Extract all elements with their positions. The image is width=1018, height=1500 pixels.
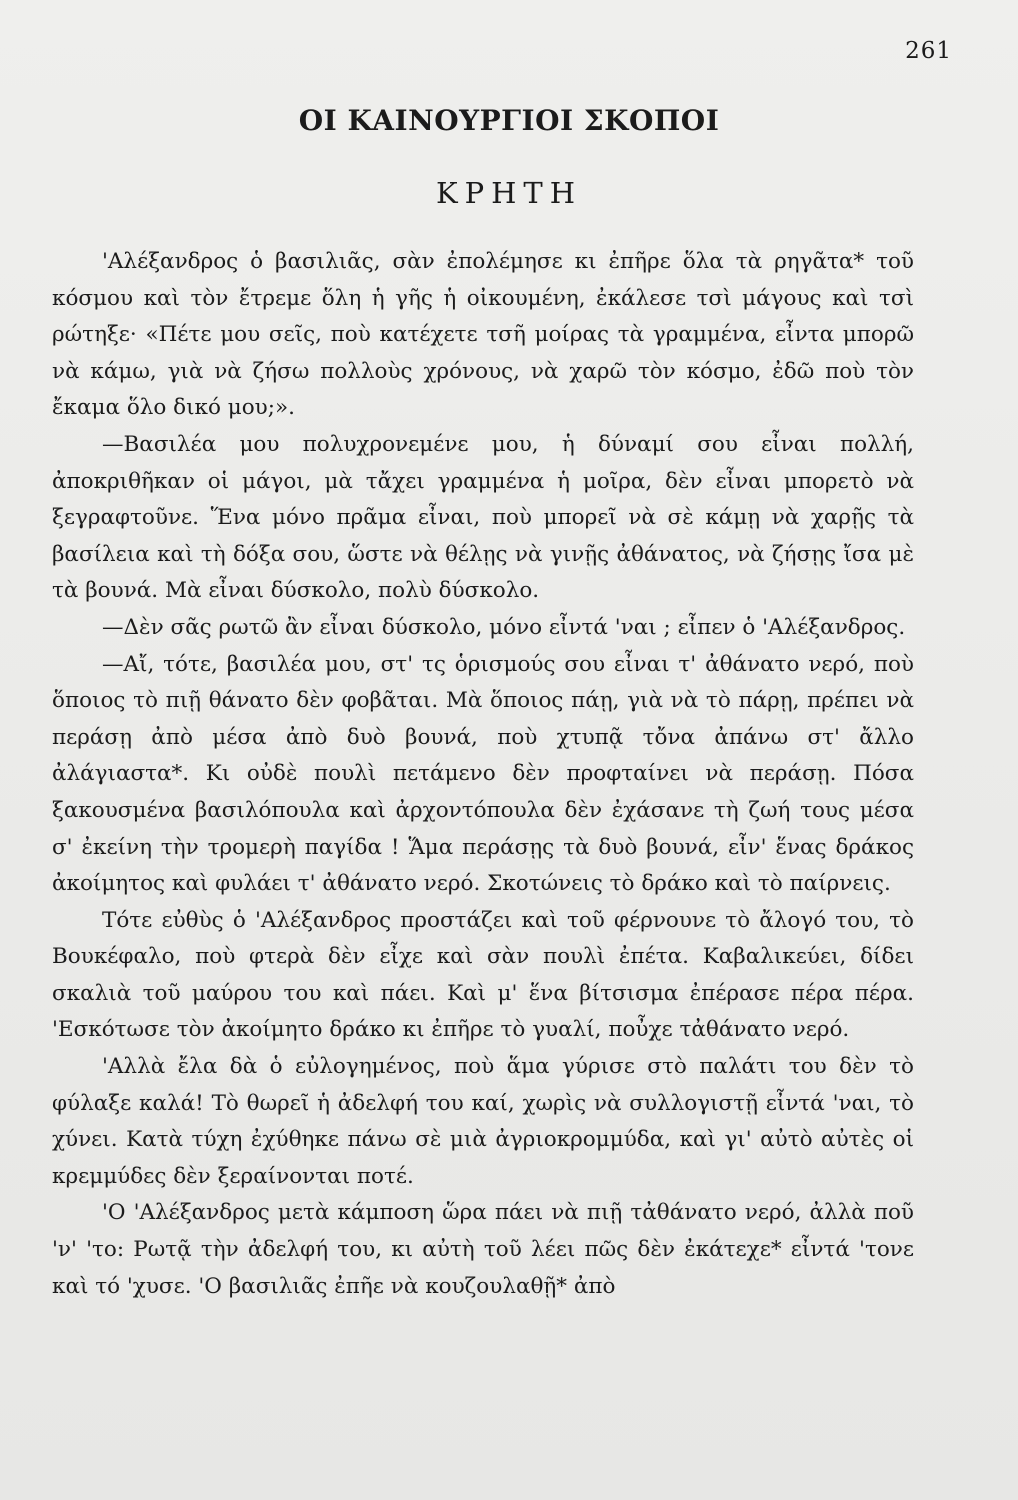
body-text: [52, 244, 914, 1305]
paragraph: 'Αλέξανδρος ὁ βασιλιᾶς, σὰν ἐπολέμησε κι ἐπῆρε ὅλα τὰ ρηγᾶτα* τοῦ κόσμου καὶ τὸν ἔτρεμε ὅλη ἡ γῆς ἡ οἰκουμένη, ἐκάλεσε τσὶ μάγους καὶ τσὶ ρώτηξε· «Πέτε μου σεῖς, ποὺ κατέχετε τσῆ μοίρας τὰ γραμμένα, εἶντα μπορῶ νὰ κάμω, γιὰ νὰ ζήσω πολλοὺς χρόνους, νὰ χαρῶ τὸν κόσμο, ἐδῶ ποὺ τὸν ἔκαμα ὅλο δικό μου;».: [52, 249, 914, 421]
paragraph: —Δὲν σᾶς ρωτῶ ἂν εἶναι δύσκολο, μόνο εἶντά 'ναι ; εἶπεν ὁ 'Αλέξανδρος.: [102, 614, 906, 640]
paragraph: 'Ο 'Αλέξανδρος μετὰ κάμποση ὥρα πάει νὰ πιῇ τἀθάνατο νερό, ἀλλὰ ποῦ 'ν' 'το: Ρωτᾷ τὴν ἀδελφή του, κι αὐτὴ τοῦ λέει πῶς δὲν ἐκάτεχε* εἶντά 'τονε καὶ τό 'χυσε. 'Ο βασιλιᾶς ἐπῆε νὰ κουζουλαθῇ* ἀπὸ: [52, 1200, 914, 1299]
page-number: 261: [905, 38, 952, 64]
chapter-title: ΟΙ ΚΑΙΝΟΥΡΓΙΟΙ ΣΚΟΠΟΙ: [298, 104, 720, 137]
paragraph: —Βασιλέα μου πολυχρονεμένε μου, ἡ δύναμί σου εἶναι πολλή, ἀποκριθῆκαν οἱ μάγοι, μὰ τἄχει γραμμένα ἡ μοῖρα, δὲν εἶναι μπορετὸ νὰ ξεγραφτοῦνε. Ἕνα μόνο πρᾶμα εἶναι, ποὺ μπορεῖ νὰ σὲ κάμῃ νὰ χαρῇς τὰ βασίλεια καὶ τὴ δόξα σου, ὥστε νὰ θέλῃς νὰ γινῇς ἀθάνατος, νὰ ζήσῃς ἴσα μὲ τὰ βουνά. Μὰ εἶναι δύσκολο, πολὺ δύσκολο.: [52, 431, 914, 604]
paragraph: 'Αλλὰ ἔλα δὰ ὁ εὐλογημένος, ποὺ ἅμα γύρισε στὸ παλάτι του δὲν τὸ φύλαξε καλά! Τὸ θωρεῖ ἡ ἀδελφή του καί, χωρὶς νὰ συλλογιστῇ εἶντά 'ναι, τὸ χύνει. Κατὰ τύχη ἐχύθηκε πάνω σὲ μιὰ ἀγριοκρομμύδα, καὶ γι' αὐτὸ αὐτὲς οἱ κρεμμύδες δὲν ξεραίνονται ποτέ.: [52, 1054, 914, 1189]
paragraph: Τότε εὐθὺς ὁ 'Αλέξανδρος προστάζει καὶ τοῦ φέρνουνε τὸ ἄλογό του, τὸ Βουκέφαλο, ποὺ φτερὰ δὲν εἶχε καὶ σὰν πουλὶ ἐπέτα. Καβαλικεύει, δίδει σκαλιὰ τοῦ μαύρου του καὶ πάει. Καὶ μ' ἕνα βίτσισμα ἐπέρασε πέρα πέρα. 'Εσκότωσε τὸν ἀκοίμητο δράκο κι ἐπῆρε τὸ γυαλί, ποὖχε τἀθάνατο νερό.: [52, 907, 914, 1043]
paragraph: —Αἴ, τότε, βασιλέα μου, στ' τς ὁρισμούς σου εἶναι τ' ἀθάνατο νερό, ποὺ ὅποιος τὸ πιῇ θάνατο δὲν φοβᾶται. Μὰ ὅποιος πάῃ, γιὰ νὰ τὸ πάρῃ, πρέπει νὰ περάσῃ ἀπὸ μέσα ἀπὸ δυὸ βουνά, ποὺ χτυπᾷ τὄνα ἀπάνω στ' ἄλλο ἀλάγιαστα*. Κι οὐδὲ πουλὶ πετάμενο δὲν προφταίνει νὰ περάσῃ. Πόσα ξακουσμένα βασιλόπουλα καὶ ἀρχοντόπουλα δὲν ἐχάσανε τὴ ζωή τους μέσα σ' ἐκείνη τὴν τρομερὴ παγίδα ! Ἅμα περάσῃς τὰ δυὸ βουνά, εἶν' ἕνας δράκος ἀκοίμητος καὶ φυλάει τ' ἀθάνατο νερό. Σκοτώνεις τὸ δράκο καὶ τὸ παίρνεις.: [52, 651, 914, 897]
section-title: ΚΡΗΤΗ: [435, 176, 583, 210]
